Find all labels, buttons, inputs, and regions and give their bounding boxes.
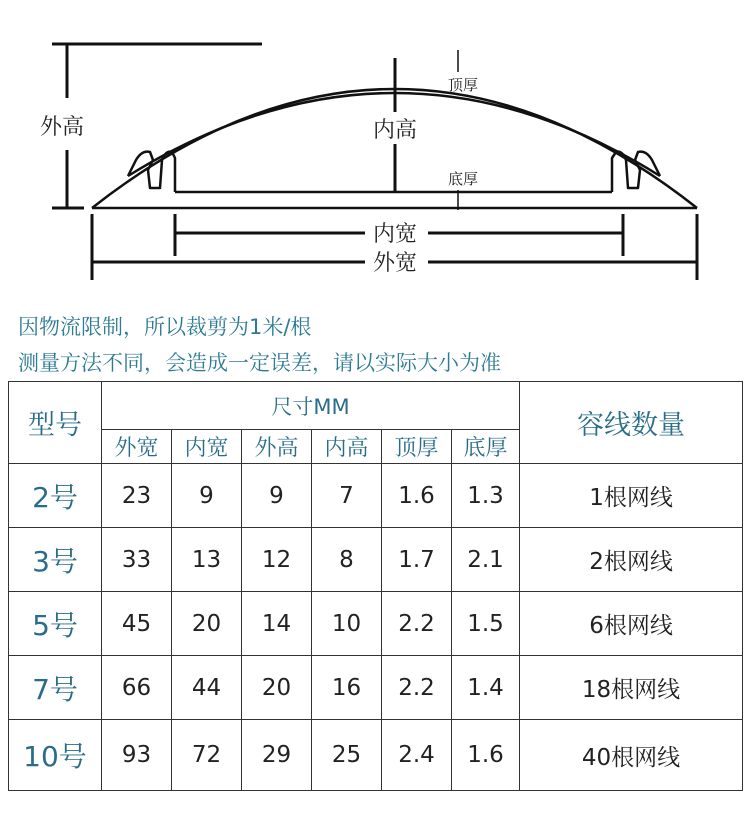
inner-height-label: 内高 — [373, 118, 418, 143]
notes — [18, 309, 501, 381]
value-cell: 20 — [242, 656, 312, 720]
value-cell: 45 — [102, 592, 172, 656]
model-cell: 5号 — [9, 592, 102, 656]
value-cell: 44 — [172, 656, 242, 720]
bottom-thickness-label: 底厚 — [448, 170, 479, 188]
spec-table — [8, 381, 743, 791]
table-row — [9, 464, 743, 528]
header-row — [9, 382, 743, 430]
table-row — [9, 656, 743, 720]
col-header-outer-width: 外宽 — [102, 430, 172, 464]
value-cell: 2.1 — [452, 528, 520, 592]
value-cell: 1.6 — [452, 720, 520, 791]
value-cell: 1.3 — [452, 464, 520, 528]
note-logistics: 因物流限制，所以裁剪为1米/根 — [18, 315, 312, 339]
value-cell: 33 — [102, 528, 172, 592]
inner-width-label: 内宽 — [373, 222, 418, 247]
value-cell: 16 — [312, 656, 382, 720]
value-cell: 8 — [312, 528, 382, 592]
value-cell: 2.4 — [382, 720, 452, 791]
outer-height-label: 外高 — [40, 115, 85, 140]
value-cell: 72 — [172, 720, 242, 791]
value-cell: 23 — [102, 464, 172, 528]
outer-width-label: 外宽 — [373, 251, 418, 276]
col-header-inner-height: 内高 — [312, 430, 382, 464]
value-cell: 25 — [312, 720, 382, 791]
value-cell: 10 — [312, 592, 382, 656]
value-cell: 20 — [172, 592, 242, 656]
value-cell: 29 — [242, 720, 312, 791]
trunking-profile-diagram — [0, 0, 750, 300]
capacity-cell: 18根网线 — [520, 656, 743, 720]
model-header: 型号 — [9, 382, 102, 464]
table-row — [9, 592, 743, 656]
col-header-top-thickness: 顶厚 — [382, 430, 452, 464]
model-cell: 2号 — [9, 464, 102, 528]
capacity-header: 容线数量 — [520, 382, 743, 464]
top-thickness-label: 顶厚 — [448, 76, 479, 94]
value-cell: 13 — [172, 528, 242, 592]
value-cell: 66 — [102, 656, 172, 720]
note-measurement: 测量方法不同，会造成一定误差，请以实际大小为准 — [18, 351, 501, 375]
capacity-cell: 40根网线 — [520, 720, 743, 791]
model-cell: 7号 — [9, 656, 102, 720]
value-cell: 7 — [312, 464, 382, 528]
col-header-outer-height: 外高 — [242, 430, 312, 464]
capacity-cell: 6根网线 — [520, 592, 743, 656]
value-cell: 1.5 — [452, 592, 520, 656]
capacity-cell: 1根网线 — [520, 464, 743, 528]
model-cell: 10号 — [9, 720, 102, 791]
value-cell: 9 — [172, 464, 242, 528]
table-row — [9, 528, 743, 592]
model-cell: 3号 — [9, 528, 102, 592]
value-cell: 1.7 — [382, 528, 452, 592]
size-group-header: 尺寸MM — [102, 382, 520, 430]
value-cell: 12 — [242, 528, 312, 592]
value-cell: 2.2 — [382, 656, 452, 720]
value-cell: 9 — [242, 464, 312, 528]
value-cell: 93 — [102, 720, 172, 791]
capacity-cell: 2根网线 — [520, 528, 743, 592]
value-cell: 2.2 — [382, 592, 452, 656]
table-row — [9, 720, 743, 791]
value-cell: 1.6 — [382, 464, 452, 528]
value-cell: 14 — [242, 592, 312, 656]
col-header-bottom-thickness: 底厚 — [452, 430, 520, 464]
col-header-inner-width: 内宽 — [172, 430, 242, 464]
value-cell: 1.4 — [452, 656, 520, 720]
